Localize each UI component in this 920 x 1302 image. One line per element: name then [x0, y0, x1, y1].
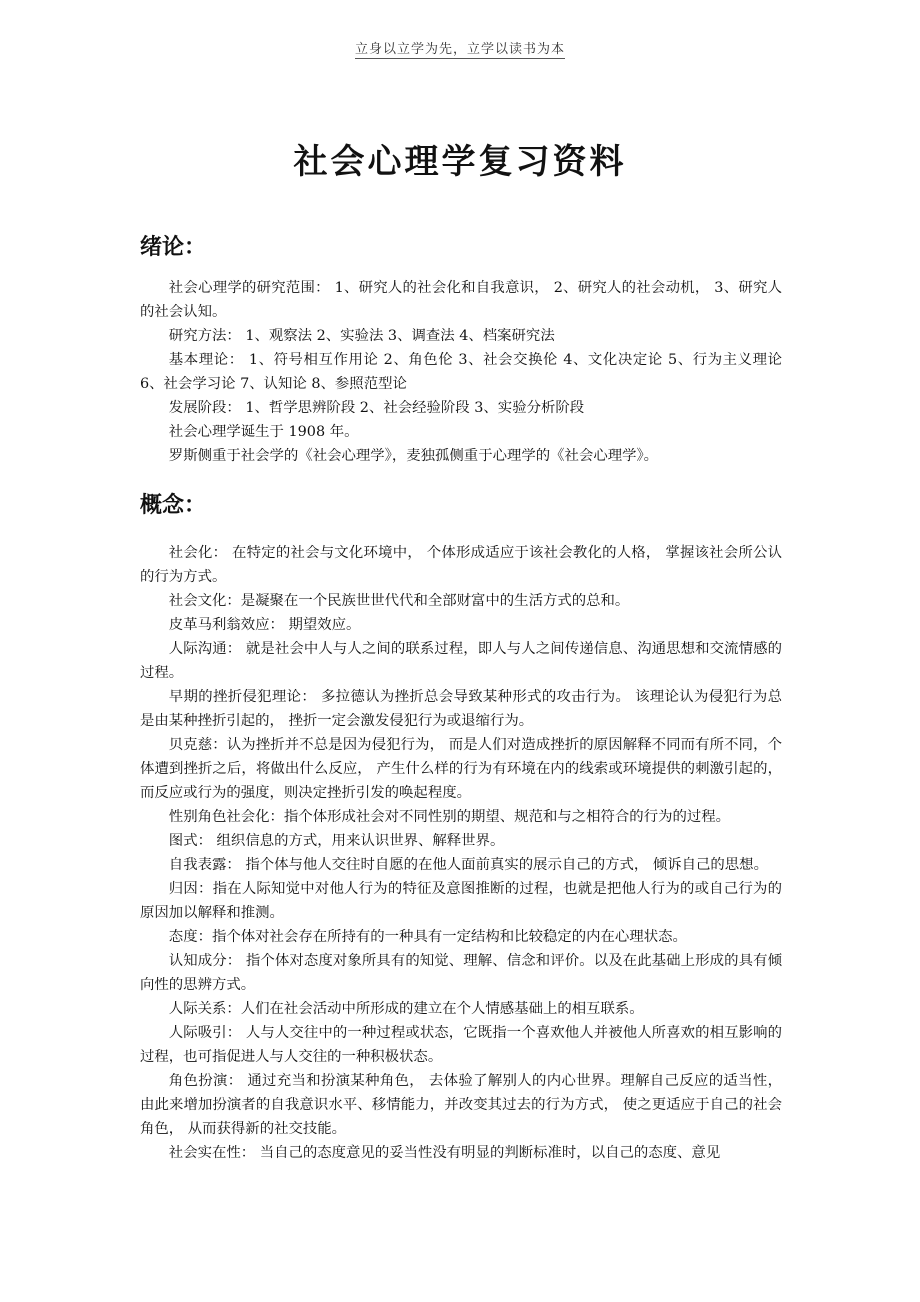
concept-role-playing: 角色扮演： 通过充当和扮演某种角色， 去体验了解别人的内心世界。理解自己反应的适当性，由此来增加扮演者的自我意识水平、移情能力，并改变其过去的行为方式， 使之更适应于自己的社会角色， 从而获得新的社交技能。: [140, 1073, 782, 1137]
paragraph-ross-mcdougall: 罗斯侧重于社会学的《社会心理学》，麦独孤侧重于心理学的《社会心理学》。: [168, 448, 659, 464]
concept-attitude: 态度：指个体对社会存在所持有的一种具有一定结构和比较稳定的内在心理状态。: [168, 929, 687, 945]
paragraph-research-methods: 研究方法： 1、观察法 2、实验法 3、调查法 4、档案研究法: [168, 328, 555, 344]
concept-social-reality: 社会实在性： 当自己的态度意见的妥当性没有明显的判断标准时，以自己的态度、意见: [168, 1145, 721, 1161]
section-body-concepts: [140, 541, 782, 1165]
paragraph-research-scope: 社会心理学的研究范围： 1、研究人的社会化和自我意识， 2、研究人的社会动机， 3、研究人的社会认知。: [140, 280, 782, 320]
concept-self-disclosure: 自我表露： 指个体与他人交往时自愿的在他人面前真实的展示自己的方式， 倾诉自己的思想。: [168, 857, 768, 873]
concept-interpersonal-relationship: 人际关系：人们在社会活动中所形成的建立在个人情感基础上的相互联系。: [168, 1001, 644, 1017]
concept-interpersonal-attraction: 人际吸引： 人与人交往中的一种过程或状态，它既指一个喜欢他人并被他人所喜欢的相互影响的过程，也可指促进人与人交往的一种积极状态。: [140, 1025, 782, 1065]
section-heading-intro: 绪论：: [140, 235, 207, 260]
paragraph-birth-year: 社会心理学诞生于 1908 年。: [168, 424, 359, 440]
paragraph-development-stages: 发展阶段： 1、哲学思辨阶段 2、社会经验阶段 3、实验分析阶段: [168, 400, 585, 416]
concept-schema: 图式： 组织信息的方式，用来认识世界、解释世界。: [168, 833, 505, 849]
concept-gender-role-socialization: 性别角色社会化：指个体形成社会对不同性别的期望、规范和与之相符合的行为的过程。: [168, 809, 731, 825]
running-header-text: 立身以立学为先，立学以读书为本: [354, 42, 565, 57]
concept-cognitive-component: 认知成分： 指个体对态度对象所具有的知觉、理解、信念和评价。以及在此基础上形成的具有倾向性的思辨方式。: [140, 953, 782, 993]
section-heading-concepts: 概念：: [140, 493, 207, 518]
concept-interpersonal-communication: 人际沟通： 就是社会中人与人之间的联系过程，即人与人之间传递信息、沟通思想和交流情感的过程。: [140, 641, 782, 681]
running-header: [0, 38, 920, 57]
concept-pygmalion-effect: 皮革马利翁效应： 期望效应。: [168, 617, 361, 633]
section-body-intro: [140, 276, 782, 468]
concept-frustration-aggression: 早期的挫折侵犯理论： 多拉德认为挫折总会导致某种形式的攻击行为。 该理论认为侵犯行为总是由某种挫折引起的， 挫折一定会激发侵犯行为或退缩行为。: [140, 689, 782, 729]
concept-berkowitz: 贝克慈：认为挫折并不总是因为侵犯行为， 而是人们对造成挫折的原因解释不同而有所不同，个体遭到挫折之后，将做出什么反应， 产生什么样的行为有环境在内的线索或环境提供的刺激引起的， 而反应或行为的强度，则决定挫折引发的唤起程度。: [140, 737, 782, 801]
concept-attribution: 归因：指在人际知觉中对他人行为的特征及意图推断的过程，也就是把他人行为的或自己行为的原因加以解释和推测。: [140, 881, 782, 921]
concept-socialization: 社会化： 在特定的社会与文化环境中， 个体形成适应于该社会教化的人格， 掌握该社会所公认的行为方式。: [140, 545, 782, 585]
document-title: 社会心理学复习资料: [293, 142, 627, 182]
concept-social-culture: 社会文化：是凝聚在一个民族世世代代和全部财富中的生活方式的总和。: [168, 593, 630, 609]
paragraph-basic-theories: 基本理论： 1、符号相互作用论 2、角色伦 3、社会交换伦 4、文化决定论 5、行为主义理论 6、社会学习论 7、认知论 8、参照范型论: [140, 352, 782, 392]
